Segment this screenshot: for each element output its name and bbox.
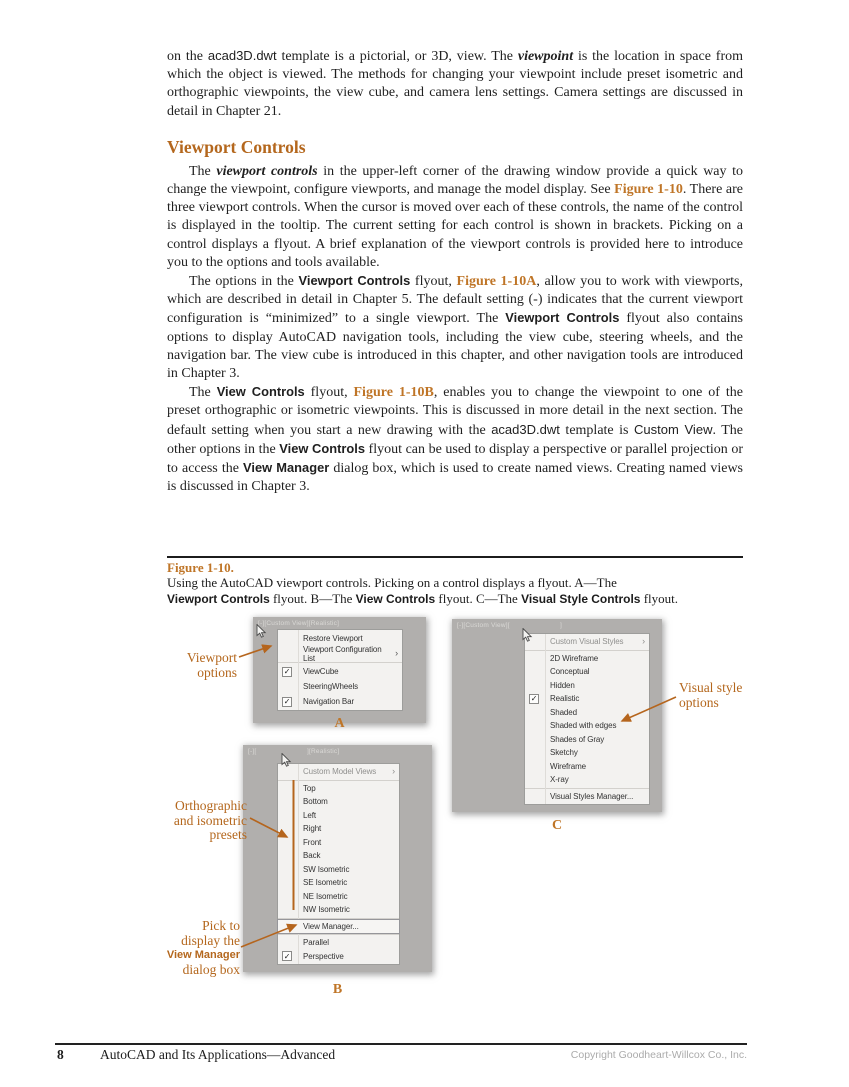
menu-separator — [278, 780, 399, 781]
menu-item-nw-isometric: NW Isometric — [303, 905, 350, 915]
paragraph-4: The View Controls flyout, Figure 1-10B, enables you to change the viewpoint to one of the preset orthographic or isometric viewpoints. This is discussed in more detail in the next section. The default setting when you start a new drawing with the acad3D.dwt template is Custom View. The other options in the View Controls flyout can be used to display a perspective or parallel projection or to access the View Manager dialog box, which is used to create named views. Creating named views is discussed in Chapter 3. — [167, 384, 743, 495]
paragraph-3: The options in the Viewport Controls flyout, Figure 1-10A, allow you to work with viewports, which are described in detail in Chapter 5. The default setting (-) indicates that the current viewport configuration is “minimized” to a single viewport. The Viewport Controls flyout also contains options to display AutoCAD navigation tools, including the view cube, steering wheels, and the navigation bar. The view cube is introduced in this chapter, and other navigation tools are introduced in Chapter 3. — [167, 273, 743, 382]
page-number: 8 — [57, 1047, 64, 1062]
menu-item-shaded: Shaded — [550, 707, 577, 717]
menu-item-viewport-configuration-list: Viewport Configuration List › — [303, 644, 398, 663]
menu-separator — [525, 788, 649, 789]
check-icon: ✓ — [283, 697, 291, 706]
cursor-icon — [522, 628, 534, 642]
menu-item-restore-viewport: Restore Viewport — [303, 634, 363, 643]
figure-caption-title: Figure 1-10. — [167, 560, 234, 575]
check-icon: ✓ — [283, 667, 291, 676]
menu-item-conceptual: Conceptual — [550, 667, 590, 677]
submenu-arrow-icon: › — [392, 766, 395, 777]
cursor-icon — [281, 753, 293, 767]
caption-rule — [167, 556, 743, 558]
menu-item-realistic: ✓ Realistic — [530, 694, 580, 704]
viewport-controls-flyout — [277, 629, 403, 711]
figure-a-label: A — [334, 716, 345, 731]
menu-item-custom-visual-styles: Custom Visual Styles › — [550, 636, 645, 647]
figure-c-label: C — [551, 818, 563, 833]
menu-separator — [278, 918, 399, 919]
menu-item-sw-isometric: SW Isometric — [303, 864, 350, 874]
menu-item-parallel: Parallel — [303, 938, 329, 948]
menu-item-custom-model-views: Custom Model Views › — [303, 766, 395, 777]
check-icon: ✓ — [283, 951, 291, 961]
menu-item-back: Back — [303, 851, 321, 861]
menu-item-shades-of-gray: Shades of Gray — [550, 734, 605, 744]
figure-c-titlebar-left: [-][Custom View][ — [457, 622, 510, 629]
menu-separator — [525, 650, 649, 651]
figure-caption-line-1: Using the AutoCAD viewport controls. Picking on a control displays a flyout. A—The — [167, 575, 617, 590]
menu-item-2d-wireframe: 2D Wireframe — [550, 653, 599, 663]
figure-caption-line-2: Viewport Controls flyout. B—The View Controls flyout. C—The Visual Style Controls flyout. — [167, 590, 678, 606]
menu-item-navigation-bar: ✓ Navigation Bar — [283, 697, 355, 706]
view-controls-flyout — [277, 763, 400, 965]
callout-viewport-options: Viewport options — [186, 650, 237, 680]
menu-item-x-ray: X-ray — [550, 775, 569, 785]
figure-a-titlebar: [-][Custom View][Realistic] — [258, 620, 340, 627]
menu-item-perspective: ✓ Perspective — [283, 951, 344, 961]
callout-pick-view-manager: Pick to display the View Manager dialog box — [166, 918, 240, 977]
footer-rule — [55, 1043, 747, 1045]
submenu-arrow-icon: › — [395, 648, 398, 658]
menu-item-left: Left — [303, 810, 316, 820]
cursor-icon — [256, 624, 268, 638]
figure-b-label: B — [332, 982, 343, 997]
figure-a-screenshot — [253, 617, 426, 723]
figure-b-screenshot — [243, 745, 432, 972]
menu-item-viewcube: ✓ ViewCube — [283, 667, 339, 676]
callout-visual-style-options: Visual style options — [679, 680, 743, 710]
paragraph-1: on the acad3D.dwt template is a pictorial, or 3D, view. The viewpoint is the location in space from which the object is viewed. The methods for changing your viewpoint include preset isometric and orthographic viewpoints, the view cube, and camera lens settings. Camera settings are discussed in detail in Chapter 21. — [167, 48, 744, 119]
copyright-notice: Copyright Goodheart-Willcox Co., Inc. — [570, 1049, 747, 1061]
figure-b-titlebar-right: ][Realistic] — [307, 748, 340, 755]
menu-item-right: Right — [303, 824, 322, 834]
menu-item-sketchy: Sketchy — [550, 748, 578, 758]
menu-item-steeringwheels: SteeringWheels — [303, 682, 359, 691]
menu-item-wireframe: Wireframe — [550, 761, 586, 771]
menu-item-ne-isometric: NE Isometric — [303, 891, 348, 901]
menu-item-shaded-with-edges: Shaded with edges — [550, 721, 617, 731]
book-title: AutoCAD and Its Applications—Advanced — [100, 1047, 336, 1062]
body-text-column — [167, 47, 743, 496]
section-heading: Viewport Controls — [167, 136, 306, 157]
submenu-arrow-icon: › — [642, 636, 645, 647]
menu-item-front: Front — [303, 837, 322, 847]
menu-item-hidden: Hidden — [550, 680, 575, 690]
check-icon: ✓ — [530, 694, 538, 704]
figure-c-screenshot — [452, 619, 662, 812]
figure-b-titlebar-left: [-][ — [248, 748, 257, 755]
menu-item-top: Top — [303, 783, 316, 793]
menu-separator — [278, 934, 399, 935]
paragraph-2: The viewport controls in the upper-left corner of the drawing window provide a quick way to change the viewpoint, configure viewports, and manage the model display. See Figure 1-10. There are three viewport controls. When the cursor is moved over each of these controls, the name of the control is displayed in the tooltip. The current setting for each control is shown in brackets. Picking on a control displays a flyout. A brief explanation of the viewport controls is provided here to introduce you to the options and tools available. — [167, 163, 743, 270]
menu-item-view-manager: View Manager... — [278, 920, 399, 934]
visual-style-controls-flyout — [524, 633, 650, 805]
menu-item-visual-styles-manager: Visual Styles Manager... — [550, 791, 634, 801]
callout-orthographic-presets: Orthographic and isometric presets — [173, 798, 247, 842]
figure-c-titlebar-right: ] — [560, 622, 563, 629]
menu-item-bottom: Bottom — [303, 797, 328, 807]
menu-item-se-isometric: SE Isometric — [303, 878, 348, 888]
